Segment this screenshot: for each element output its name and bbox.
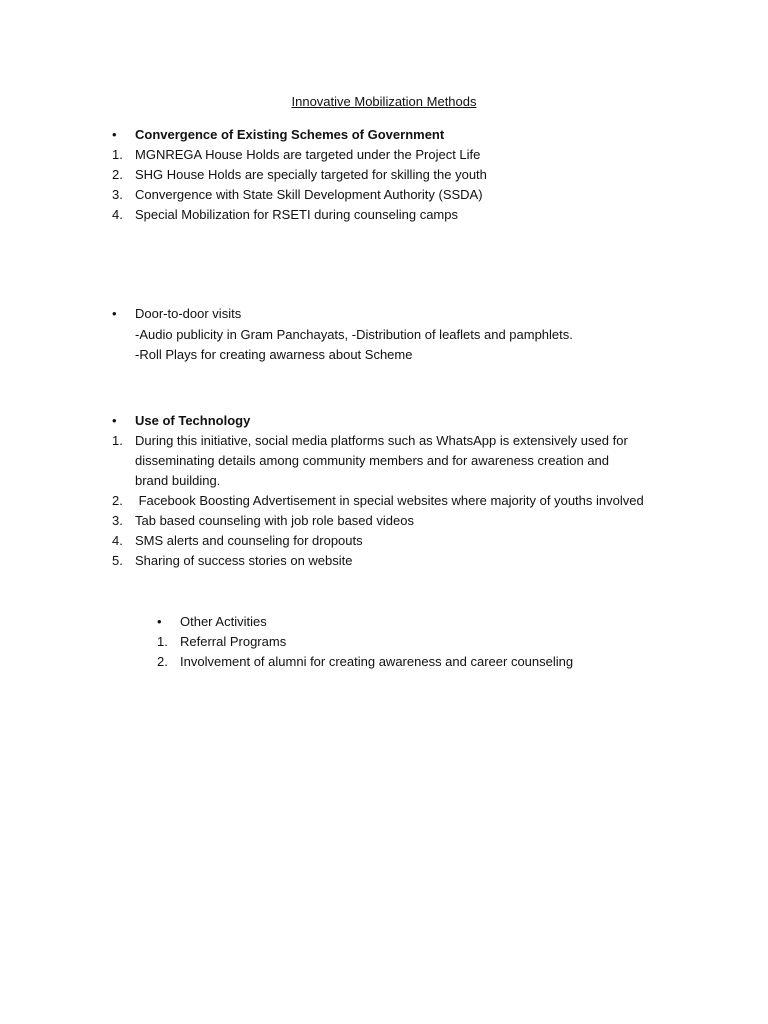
document-title: Innovative Mobilization Methods (291, 94, 477, 109)
item-text: MGNREGA House Holds are targeted under the Project Life (135, 147, 481, 162)
item-number: 1. (112, 147, 123, 162)
item-number: 3. (112, 513, 123, 528)
item-number: 5. (112, 553, 123, 568)
item-number: 4. (112, 207, 123, 222)
item-text: Facebook Boosting Advertisement in special websites where majority of youths involved (135, 493, 644, 508)
bullet-icon: • (112, 413, 117, 428)
item-text: During this initiative, social media platforms such as WhatsApp is extensively used for disseminating details among community members and for awareness creation and brand building. (135, 433, 628, 488)
item-text: SHG House Holds are specially targeted for skilling the youth (135, 167, 487, 182)
section2-heading: Door-to-door visits (135, 306, 242, 321)
item-text: SMS alerts and counseling for dropouts (135, 533, 363, 548)
section1-heading: Convergence of Existing Schemes of Government (135, 127, 445, 142)
item-text: Tab based counseling with job role based videos (135, 513, 414, 528)
item-number: 3. (112, 187, 123, 202)
item-number: 4. (112, 533, 123, 548)
bullet-icon: • (157, 614, 162, 629)
item-text: Special Mobilization for RSETI during counseling camps (135, 207, 458, 222)
item-number: 1. (157, 634, 168, 649)
section4-heading: Other Activities (180, 614, 267, 629)
item-text: Involvement of alumni for creating awareness and career counseling (180, 654, 574, 669)
bullet-icon: • (112, 127, 117, 142)
item-number: 2. (112, 167, 123, 182)
item-text: Referral Programs (180, 634, 287, 649)
bullet-icon: • (112, 306, 117, 321)
item-number: 2. (112, 493, 123, 508)
section2-line: -Roll Plays for creating awarness about Scheme (135, 347, 413, 362)
section3-heading: Use of Technology (135, 413, 251, 428)
section2-line: -Audio publicity in Gram Panchayats, -Distribution of leaflets and pamphlets. (135, 327, 573, 342)
item-number: 2. (157, 654, 168, 669)
item-text: Convergence with State Skill Development Authority (SSDA) (135, 187, 483, 202)
item-text: Sharing of success stories on website (135, 553, 353, 568)
item-number: 1. (112, 433, 123, 448)
